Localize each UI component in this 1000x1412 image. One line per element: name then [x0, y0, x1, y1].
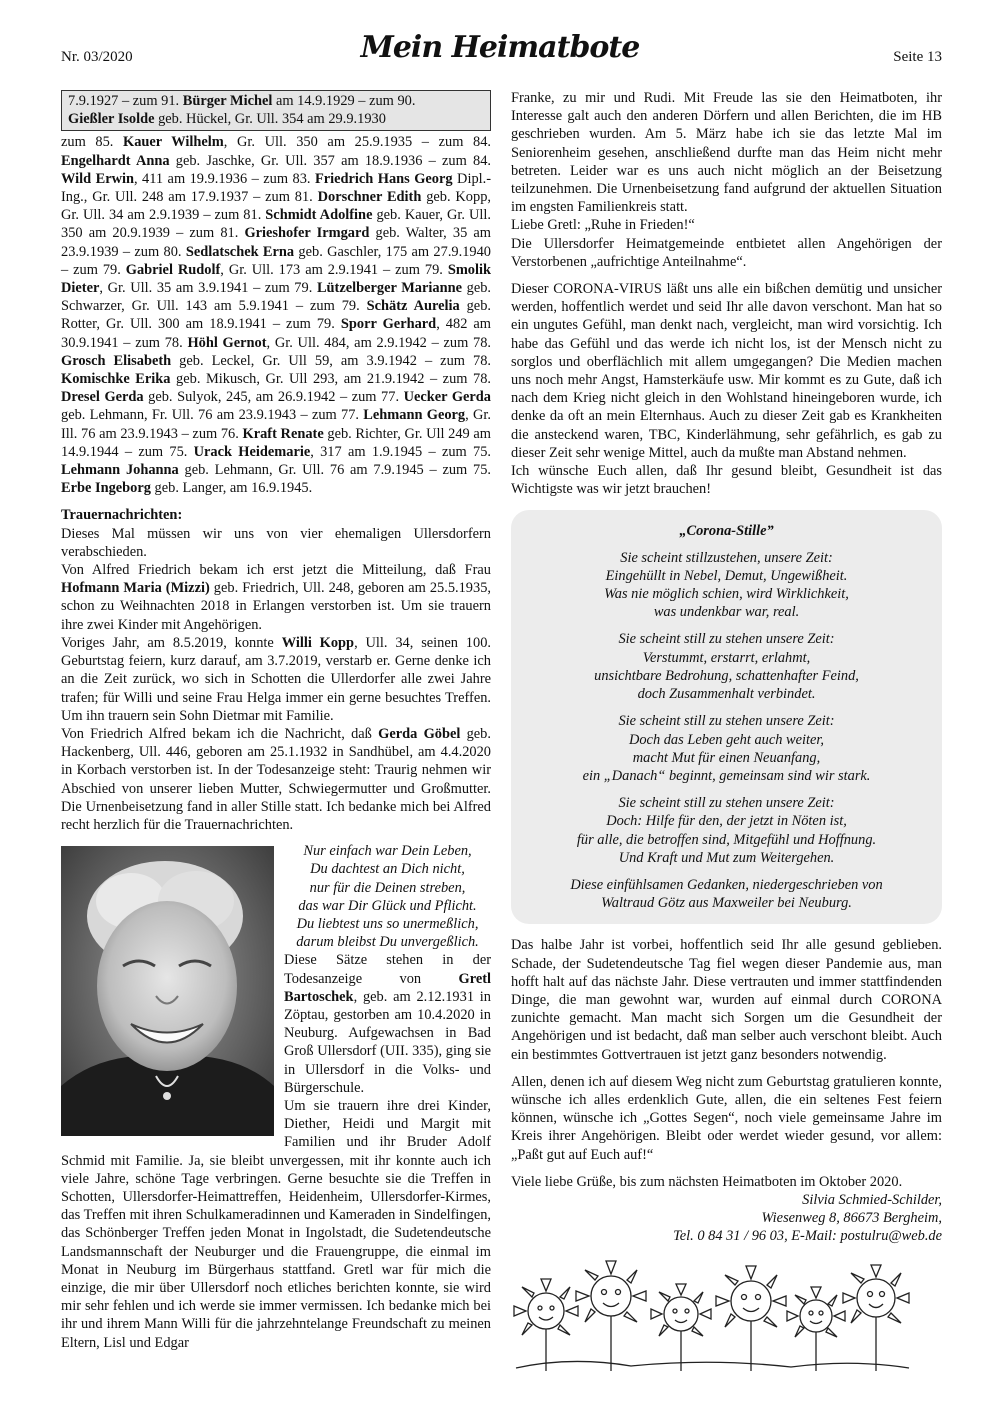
stanza-line: Und Kraft und Mut zum Weitergehen.	[618, 849, 835, 866]
name-highlight: Grieshofer Irmgard	[244, 225, 370, 242]
text-run: , geb. am 2.12.1931 in Zöptau, gestorben am 10.4.2020 in Neuburg. Aufgewachsen in Bad Groß Ullersdorf (UII. 335), ging sie in Ullersdorf in die Volks- und Bürgerschule.	[284, 988, 491, 1096]
text-run: geb. Kauer, Gr. Ull. 350 am 20.9.1939 – zum 81.	[61, 207, 491, 242]
name-highlight: Gabriel Rudolf	[125, 261, 221, 278]
stanza-line: Sie scheint still zu stehen unsere Zeit:	[618, 795, 835, 812]
text-run: geb. Walter, 35 am 23.9.1939 – zum 80.	[61, 225, 491, 260]
corona-poem-box	[511, 510, 942, 924]
text-run: Voriges Jahr, am 8.5.2019, konnte	[61, 634, 282, 651]
name-highlight: Willi Kopp	[281, 634, 355, 651]
text-run: Diese Sätze stehen in der Todesanzeige von	[284, 952, 491, 987]
name-highlight: Kauer Wilhelm	[123, 134, 224, 151]
gretl-mourners: Um sie trauern ihre drei Kinder, Diether, Heidi und Margit mit Familien und ihr Bruder Adolf Schmid mit Familie. Ja, sie bleibt unvergessen, mit ihr konnte auch ich viele Jahre, schöne Tage verbringen. Gerne besuchte sie die Treffen in Schotten, Ullersdorfer-Heimattreffen, Heidenheim, Ullersdorfer-Kirmes, das Treffen mit ihren Schulkameradinnen und Kameraden in Sindelfingen, das Schönberger Treffen jeden Monat in Ingolstadt, die Sudetendeutsche Landsmannschaft der Neuburger und die Frauengruppe, die einmal im Monat in Neuburg im Bürgerhaus stattfand. Gretl war für mich die einzige, die mir über Ullersdorf noch etliches berichten konnte, sie wird mir sehr fehlen und ich werde sie immer vermissen. Ich bedanke mich bei ihr und ihrem Mann Willi für die jahrzehntelange Freundschaft zu meinen Eltern, Lisl und Edgar	[61, 1097, 491, 1351]
text-run: , Ull. 34, seinen 100. Geburtstag feiern, kurz darauf, am 3.7.2019, verstarb er. Gerne denke ich an die Zeit zurück, wo sich in Schotten die Ullerdorfer alle zwei Jahre trafen; für Willi und seine Frau Helga immer ein gerne besuchtes Treffen. Um ihn trauern sein Sohn Dietmar mit Familie.	[61, 634, 491, 724]
signature-name: Silvia Schmied-Schilder,	[802, 1191, 942, 1208]
name-highlight: Grosch Elisabeth	[61, 352, 172, 369]
text-run: , Gr. Ull. 350 am 25.9.1935 – zum 84.	[223, 134, 492, 151]
text-run: 7.9.1927 – zum 91.	[68, 93, 183, 109]
sunflower-illustration	[511, 1256, 911, 1374]
text-run: , Gr. Ull. 484, am 2.9.1942 – zum 78.	[266, 334, 491, 351]
text-run: , Gr. Ill. 76 am 23.9.1943 – zum 76.	[61, 407, 491, 442]
poem-line: das war Dir Glück und Pflicht.	[298, 897, 477, 914]
poem-line: Du liebtest uns so unermeßlich,	[296, 915, 479, 932]
name-highlight: Gießler Isolde	[68, 111, 155, 128]
left-column	[61, 90, 491, 1352]
name-highlight: Sedlatschek Erna	[185, 243, 295, 260]
birthday-list	[61, 133, 491, 497]
stanza-line: Doch das Leben geht auch weiter,	[628, 731, 825, 748]
name-highlight: Schmidt Adolfine	[265, 207, 373, 224]
poem-line: nur für die Deinen streben,	[309, 879, 466, 896]
box-line-1	[68, 92, 484, 110]
name-highlight: Lehmann Georg	[363, 407, 466, 424]
stanza-line: doch Zusammenhalt verbindet.	[637, 686, 816, 703]
text-run: geb. Richter, Gr. Ull 249 am 14.9.1944 – zum 75.	[61, 425, 491, 460]
text-run: geb. Hackenberg, Ull. 446, geboren am 25.1.1932 in Sandhübel, am 4.4.2020 in Korbach verstorben ist. In der Todesanzeige steht: Traurig nehmen wir Abschied von unserer lieben Mutter, Schwiegermutter und Großmutter. Die Urnenbeisetzung fand in aller Stille statt. Ich bedanke mich bei Alfred recht herzlich für die Trauernachrichten.	[61, 725, 491, 833]
credit-line: Waltraud Götz aus Maxweiler bei Neuburg.	[601, 895, 852, 912]
text-run: geb. Langer, am 16.9.1945.	[150, 480, 313, 497]
farewell-line: Liebe Gretl: „Ruhe in Frieden!“	[511, 217, 695, 234]
stanza-line: ein „Danach“ beginnt, gemeinsam sind wir stark.	[582, 767, 871, 784]
text-run: Von Alfred Friedrich bekam ich erst jetzt die Mitteilung, daß Frau	[61, 562, 491, 579]
name-highlight: Friedrich Hans Georg	[314, 170, 453, 187]
name-highlight: Dresel Gerda	[61, 389, 144, 406]
stanza-line: Was nie möglich schien, wird Wirklichkeit,	[604, 586, 849, 603]
trauer-heading: Trauernachrichten:	[61, 507, 183, 524]
issue-number: Nr. 03/2020	[61, 49, 133, 65]
closing-line: Viele liebe Grüße, bis zum nächsten Heimatboten im Oktober 2020.	[511, 1173, 903, 1190]
name-highlight: Bürger Michel	[182, 93, 273, 109]
portrait-image	[61, 846, 274, 1136]
poem-stanza-2	[525, 630, 928, 703]
text-run: , 482 am 30.9.1941 – zum 78.	[61, 316, 491, 351]
condolences: Die Ullersdorfer Heimatgemeinde entbietet allen Angehörigen der Verstorbenen „aufrichtige Anteilnahme“.	[511, 235, 942, 270]
name-highlight: Höhl Gernot	[187, 334, 267, 351]
name-highlight: Schätz Aurelia	[366, 298, 460, 315]
name-highlight: Komischke Erika	[61, 371, 171, 388]
signature-block	[511, 1191, 942, 1246]
text-run: geb. Schwarzer, Gr. Ull. 143 am 5.9.1941 – zum 79.	[61, 280, 491, 315]
name-highlight: Erbe Ingeborg	[61, 480, 151, 497]
name-highlight: Gerda Göbel	[378, 725, 461, 742]
text-run: zum 85.	[61, 134, 124, 151]
trauer-intro: Dieses Mal müssen wir uns von vier ehemaligen Ullersdorfern verabschieden.	[61, 525, 491, 560]
box-line-2	[68, 110, 484, 128]
poem-stanza-1	[525, 549, 928, 622]
birthday-highlight-box	[61, 90, 491, 131]
poem-credit	[525, 876, 928, 912]
stanza-line: Sie scheint still zu stehen unsere Zeit:	[618, 713, 835, 730]
stanza-line: was undenkbar war, real.	[653, 604, 800, 621]
name-highlight: Lützelberger Marianne	[316, 280, 462, 297]
text-run: , 411 am 19.9.1936 – zum 83.	[133, 170, 315, 187]
portrait-photo	[61, 846, 274, 1136]
name-highlight: Kraft Renate	[242, 425, 324, 442]
page-number: Seite 13	[893, 49, 942, 65]
greetings-paragraph: Allen, denen ich auf diesem Weg nicht zum Geburtstag gratulieren konnte, wünsche ich alles erdenklich Gute, allen, die ein seltenes Fest feiern können, wünsche ich „Gottes Segen“, noch viele gemeinsame Jahre im Kreis ihrer Angehörigen. Bleibt oder werdet wieder gesund, vor allem: „Paßt gut auf Euch auf!“	[511, 1073, 942, 1163]
name-highlight: Uecker Gerda	[403, 389, 491, 406]
text-run: geb. Mikusch, Gr. Ull 293, am 21.9.1942 – zum 78.	[170, 371, 491, 388]
poem-line: darum bleibst Du unvergeßlich.	[296, 934, 479, 951]
name-highlight: Gretl Bartoschek	[284, 970, 491, 1005]
poem-stanza-3	[525, 712, 928, 785]
text-run: geb. Leckel, Gr. Ull 59, am 3.9.1942 – zum 78.	[171, 352, 491, 369]
name-highlight: Hofmann Maria (Mizzi)	[61, 580, 210, 597]
text-run: geb. Lehmann, Fr. Ull. 76 am 23.9.1943 – zum 77.	[61, 407, 364, 424]
text-run: geb. Lehmann, Gr. Ull. 76 am 7.9.1945 – zum 75.	[178, 462, 491, 479]
text-run: geb. Rotter, Gr. Ull. 300 am 18.9.1941 – zum 79.	[61, 298, 491, 333]
text-run: geb. Jaschke, Gr. Ull. 357 am 18.9.1936 – zum 84.	[169, 152, 491, 169]
stanza-line: für alle, die betroffen sind, Mitgefühl und Hoffnung.	[576, 831, 877, 848]
text-run: , 317 am 1.9.1945 – zum 75.	[310, 443, 491, 460]
text-run: , Gr. Ull. 173 am 2.9.1941 – zum 79.	[220, 261, 448, 278]
stanza-line: Sie scheint stillzustehen, unsere Zeit:	[620, 549, 833, 566]
corona-wish: Ich wünsche Euch allen, daß Ihr gesund bleibt, Gesundheit ist das Wichtigste was wir jetzt brauchen!	[511, 463, 942, 498]
gretl-continued: Franke, zu mir und Rudi. Mit Freude las sie den Heimatboten, ihr Interesse galt auch den anderen Dörfern und allen Berichten, die im HB geschrieben wurden. Am 5. März habe ich sie das letzte Mal im Seniorenheim gesehen, anschließend durfte man das Heim nicht mehr betreten. Leider war es uns auch nicht möglich an der Beisetzung teilzunehmen. Die Urnenbeisetzung fand aufgrund der aktuellen Situation im engsten Familienkreis statt.	[511, 90, 942, 216]
name-highlight: Lehmann Johanna	[61, 462, 179, 479]
masthead-logo: Mein Heimatbote	[360, 30, 640, 65]
text-run: , Gr. Ull. 35 am 3.9.1941 – zum 79.	[99, 280, 317, 297]
trauer-goebel	[61, 725, 491, 834]
name-highlight: Dorschner Edith	[317, 189, 422, 206]
signature-contact: Tel. 0 84 31 / 96 03, E-Mail: postulru@web.de	[673, 1228, 942, 1245]
stanza-line: Doch: Hilfe für den, der jetzt in Nöten ist,	[606, 813, 847, 830]
text-run: geb. Hückel, Gr. Ull. 354 am 29.9.1930	[154, 111, 386, 128]
text-run: geb. Friedrich, Ull. 248, geboren am 25.5.1935, schon zu Weihnachten 2018 in Erlangen verstorben ist. Um sie trauern ihre zwei Kinder mit Angehörigen.	[61, 580, 491, 633]
poem-title: „Corona-Stille”	[679, 523, 774, 540]
trauer-kopp	[61, 634, 491, 725]
name-highlight: Urack Heidemarie	[193, 443, 311, 460]
text-run: geb. Sulyok, 245, am 26.9.1942 – zum 77.	[143, 389, 404, 406]
name-highlight: Smolik Dieter	[61, 261, 491, 297]
credit-line: Diese einfühlsamen Gedanken, niedergeschrieben von	[570, 876, 883, 893]
poem-stanza-4	[525, 794, 928, 867]
poem-line: Du dachtest an Dich nicht,	[310, 861, 465, 878]
signature-address: Wiesenweg 8, 86673 Bergheim,	[761, 1210, 942, 1227]
poem-line: Nur einfach war Dein Leben,	[303, 843, 472, 860]
right-column	[511, 89, 942, 1374]
text-run: Von Friedrich Alfred bekam ich die Nachricht, daß	[61, 725, 379, 742]
text-run: Dipl.-Ing., Gr. Ull. 248 am 17.9.1937 – zum 81.	[61, 170, 492, 206]
stanza-line: Eingehüllt in Nebel, Demut, Ungewißheit.	[605, 567, 848, 584]
text-run: geb. Kopp, Gr. Ull. 34 am 2.9.1939 – zum 81.	[61, 189, 491, 224]
corona-paragraph: Dieser CORONA-VIRUS läßt uns alle ein bißchen demütig und unsicher werden, hoffentlich werdet und seid Ihr alle davon verschont. Man hat so ein ungutes Gefühl, man denkt nach, vergleicht, man wird vorsichtig. Ich habe das Gefühl und das werde ich nicht los, ist der Mensch nicht zu sorglos und oberflächlich mit allem umgegangen? Die Medien machen uns noch mehr Angst, Hamsterkäufe usw. Mir kommt es zu Gute, daß ich nach dem Krieg nicht gleich in den Wohlstand hineingeboren wurde, ich denke da oft an mein Elternhaus. Auch zu dieser Zeit gab es Krankheiten die ansteckend waren, TBC, Kinderlähmung, sehr gefährlich, es gab zu dieser Zeit sehr wenige Mittel, auch da mußte man Abstand nehmen.	[511, 281, 942, 461]
stanza-line: macht Mut für einen Neuanfang,	[632, 749, 821, 766]
text-run: geb. Gaschler, 175 am 27.9.1940 – zum 79.	[61, 243, 491, 278]
stanza-line: unsichtbare Bedrohung, schattenhafter Feind,	[594, 667, 859, 684]
stanza-line: Sie scheint still zu stehen unsere Zeit:	[618, 631, 835, 648]
text-run: am 14.9.1929 – zum 90.	[272, 93, 416, 109]
trauer-hofmann	[61, 561, 491, 634]
name-highlight: Wild Erwin	[61, 170, 134, 187]
name-highlight: Engelhardt Anna	[61, 152, 170, 169]
stanza-line: Verstummt, erstarrt, erlahmt,	[642, 649, 811, 666]
half-year-paragraph: Das halbe Jahr ist vorbei, hoffentlich seid Ihr alle gesund geblieben. Schade, der Sudetendeutsche Tag fiel wegen dieser Pandemie aus, man hofft halt auf das nächste Jahr. Diese vertrauten und immer stattfindenden Dinge, die man gewohnt war, wurden auf einmal durch CORONA zunichte gemacht. Man macht sich Sorgen um die Gesundheit der Angehörigen und ist bedacht, daß man selber auch verschont bleibt. Auch ein bestimmtes Gottvertrauen ist jetzt ganz besonders notwendig.	[511, 937, 942, 1063]
name-highlight: Sporr Gerhard	[340, 316, 437, 333]
